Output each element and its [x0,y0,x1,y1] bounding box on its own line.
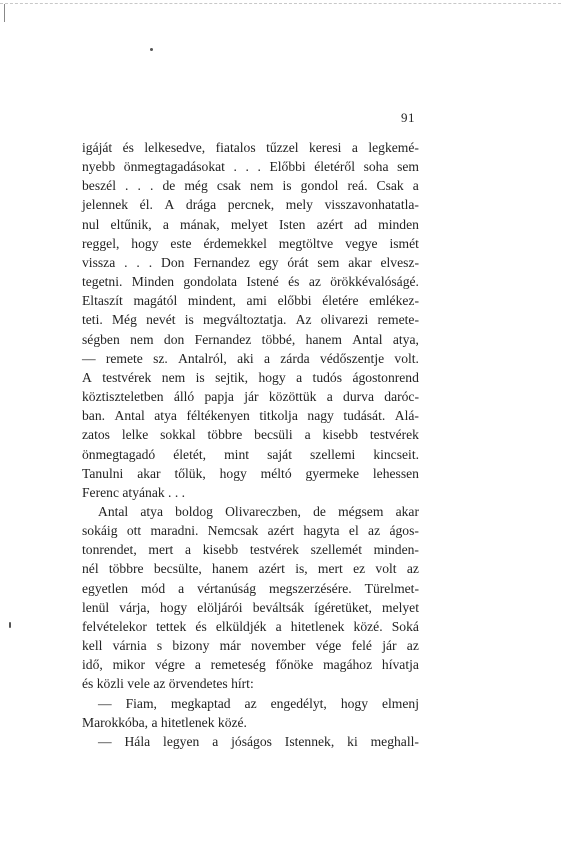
word: mely [285,197,313,213]
word: a [194,657,201,673]
word: tettek [156,618,187,634]
word: zárda [280,350,310,366]
word: teti. [82,312,103,328]
word: Soká [391,618,419,634]
word: vértanúság [197,580,257,596]
word: szellemi [310,446,356,462]
word: Előbbi [269,159,306,175]
word: a [351,140,358,155]
word: titkolja [259,408,298,424]
word: . [257,159,261,175]
text-line [82,195,419,214]
word: november [251,638,306,654]
word: jelennek [82,197,129,213]
word: melyet [230,216,268,232]
word: a [296,369,303,385]
word: magától [133,293,178,309]
word: hogy [159,599,188,615]
word: megkaptad [170,695,231,711]
word: ami [246,293,267,309]
word: akar [395,503,419,519]
word: féltékenyen [186,408,250,424]
word: egyetlen [82,580,129,596]
word: meghall- [370,733,419,749]
word: lenül [82,599,110,615]
word: mert [317,561,343,577]
word: tegetni. [82,274,123,290]
text-line [82,406,419,425]
text-line [82,253,419,272]
word: beváltsák [252,599,305,615]
word: lehessen [372,465,419,481]
word: közé. [353,618,383,634]
text-line [82,234,419,253]
word: előbbi [277,293,312,309]
word: várnia [112,638,147,654]
word: . [149,178,154,194]
word: remete- [377,312,419,328]
word: kisebb [202,542,239,558]
text-line [82,349,419,368]
word: nyebb [82,159,116,175]
word: nagy [307,408,334,424]
word: zatos [82,427,110,443]
word: már [219,638,241,654]
text-line [82,617,419,636]
word: reá. [347,178,368,194]
text-line [82,598,419,617]
word: ágos- [389,523,419,539]
word: érdemekkel [203,235,267,251]
word: mert [148,542,174,558]
word: Minden [131,274,175,290]
word: aki [237,350,254,366]
word: főnöke [275,657,314,673]
word: . [233,159,237,175]
word: volt [375,561,397,577]
word: önmegtagadó [82,446,156,462]
word: és [288,274,300,290]
word: lelkesedve, [144,140,206,155]
word: azért [316,216,343,232]
word: megszerzésére. [269,580,352,596]
word: — [98,695,112,711]
word: boldog [175,503,213,519]
word: a [275,618,282,634]
word: mint [224,446,250,462]
text-line [82,176,419,195]
word: azért [258,561,285,577]
word: végre [154,657,186,673]
word: beszél [82,178,116,194]
word: hagyta [303,523,340,539]
word: az [244,695,257,711]
word: életéről [314,159,356,175]
word: bizony [172,638,210,654]
word: este [170,235,192,251]
word: mindent, [187,293,236,309]
word: emlékez- [369,293,419,309]
word: a [304,427,311,443]
word: gyermeke [305,465,360,481]
word: percnek, [227,197,275,213]
word: megváltoztatja. [203,312,287,328]
text-line [82,464,419,483]
word: Csak [376,178,404,194]
word: védőszentje [319,350,385,366]
word: hívatja [381,657,419,673]
word: Antal [114,408,145,424]
word: visszavonhatatla- [324,197,419,213]
word: remete [105,350,143,366]
word: tonrendet, [82,542,137,558]
text-line: Marokkóba, a hitetlenek közé. [82,714,247,730]
word: Eltaszít [82,293,123,309]
word: nem [161,369,186,385]
word: köztiszteletben [82,389,164,405]
word: Istené [246,274,279,290]
word: ismét [389,235,419,251]
word: hogy [219,465,247,481]
word: s [156,638,163,654]
word: Antal [352,331,383,347]
word: . [124,254,128,270]
word: hitetlenek [290,618,345,634]
scan-speck [9,622,11,628]
word: Fernandez [194,331,252,347]
word: még [184,178,208,194]
word: és [195,618,207,634]
word: ez [353,561,366,577]
word: minden- [373,542,419,558]
text-line [82,272,419,291]
word: szellemét [310,542,362,558]
word: hogy [258,369,286,385]
word: becsülte, [153,561,202,577]
word: sem [317,254,340,270]
word: minden [378,216,419,232]
word: és [122,140,134,155]
word: tudós [312,369,343,385]
word: remeteség [210,657,266,673]
word: idő, [82,657,103,673]
word: Fiam, [125,695,157,711]
word: eltűnik, [110,216,152,232]
word: a [326,389,333,405]
word: Hála [124,733,151,749]
text-line [82,540,419,559]
text-line [82,655,419,674]
word: atya, [392,331,419,347]
word: . [148,254,153,270]
word: is [195,369,205,385]
word: Fernandez [193,254,250,270]
word: a [185,542,192,558]
word: testvérek [249,542,299,558]
word: csak [216,178,241,194]
word: mikor [112,657,146,673]
word: az [308,274,321,290]
word: el [348,523,359,539]
word: felé [351,638,372,654]
word: sem [397,159,419,175]
word: hanem [212,561,249,577]
word: várja, [119,599,150,615]
word: órát [287,254,309,270]
word: fiatalos [215,140,256,155]
word: az [406,638,419,654]
word: Olivareczben, [225,503,301,519]
word: az [406,561,419,577]
word: is, [295,561,308,577]
word: elvesz- [380,254,419,270]
word: Nemcsak [207,523,259,539]
text-line [82,310,419,329]
word: elküldjék [215,618,267,634]
word: azért [267,523,295,539]
text-line [82,157,419,176]
word: a [263,350,270,366]
word: becsüli [254,427,293,443]
word: ségben [82,331,120,347]
word: volt. [394,350,419,366]
word: ban. [82,408,106,424]
word: ígéretüket, [314,599,372,615]
word: tudását. [343,408,386,424]
scan-speck [150,48,153,51]
word: engedélyt, [270,695,327,711]
word: lelke [121,427,149,443]
word: Don [161,254,185,270]
word: Istennek, [284,733,335,749]
word: tőlük, [174,465,206,481]
word: az [368,523,381,539]
word: megtöltve [278,235,334,251]
word: álló [173,389,195,405]
word: vissza [82,254,116,270]
word: többé, [261,331,296,347]
word: életét, [173,446,207,462]
word: testvérek [102,369,152,385]
word: nél [82,561,99,577]
word: Türelmet- [364,580,419,596]
word: drága [185,197,217,213]
word: felvételekor [82,618,147,634]
word: Még [111,312,137,328]
word: többre [207,427,243,443]
word: kincseit. [373,446,419,462]
word: jár [244,389,259,405]
text-line [82,215,419,234]
word: atya [154,408,177,424]
text-line [82,732,419,751]
word: tűzzel [266,140,299,155]
word: . [245,159,249,175]
word: a [212,733,219,749]
word: Tanulni [82,465,124,481]
word: Isten [279,216,306,232]
word: A [164,197,175,213]
word: — [98,733,112,749]
text-line [82,425,419,444]
word: elöljárói [197,599,243,615]
word: hogy [340,695,369,711]
word: nem [250,178,274,194]
word: ott [126,523,142,539]
word: ágostonrend [352,369,419,385]
text-line [82,636,419,655]
word: is [184,312,194,328]
word: kisebb [322,427,358,443]
text-line [82,138,419,157]
word: . [137,178,141,194]
word: ad [354,216,367,232]
word: testvérek [369,427,419,443]
word: de [162,178,176,194]
word: sejtik, [215,369,248,385]
word: . [136,254,140,270]
word: sz. [153,350,168,366]
word: nem [130,331,154,347]
word: él. [139,197,153,213]
word: olivarezi [320,312,369,328]
word: mának, [180,216,220,232]
word: igáját [82,140,113,155]
word: egy [258,254,279,270]
word: . [125,178,129,194]
word: durva [343,389,374,405]
word: hanem [305,331,342,347]
scan-edge-left [4,4,5,22]
word: keresi [308,140,342,155]
word: ki [347,733,358,749]
word: közöttük [268,389,317,405]
word: gondol [300,178,339,194]
word: legkemé- [368,140,419,155]
word: nevét [146,312,176,328]
word: melyet [382,599,419,615]
text-line [82,694,419,713]
word: méltó [260,465,292,481]
word: atya [140,503,164,519]
word: magához [323,657,373,673]
word: örökkévalóságé. [330,274,419,290]
word: jóságos [231,733,272,749]
word: de [313,503,326,519]
word: daróc- [384,389,419,405]
word: Az [295,312,312,328]
word: jár [382,638,397,654]
word: Antalról, [178,350,227,366]
word: legyen [163,733,200,749]
word: gondolata [183,274,237,290]
word: önmegtagadásokat [123,159,225,175]
text-line: Ferenc atyának . . . [82,484,186,500]
word: soha [363,159,389,175]
word: Alá- [394,408,419,424]
word: a [412,178,419,194]
text-line [82,387,419,406]
text-line [82,502,419,521]
word: mód [141,580,166,596]
text-line [82,330,419,349]
word: kell [82,638,103,654]
body-text [82,138,419,751]
word: sokkal [160,427,196,443]
word: — [82,350,96,366]
text-line: és közli vele az örvendetes hírt: [82,676,254,692]
word: mégsem [338,503,384,519]
word: papja [204,389,234,405]
text-line [82,521,419,540]
word: hogy [131,235,159,251]
word: nul [82,216,100,232]
word: elmenj [382,695,419,711]
scan-edge-top [0,3,561,4]
word: maradni. [150,523,199,539]
word: sokáig [82,523,118,539]
word: don [163,331,185,347]
word: többre [108,561,144,577]
text-line [82,559,419,578]
page-number: 91 [401,110,415,125]
word: a [162,216,169,232]
word: a [178,580,185,596]
word: is [282,178,292,194]
text-line [82,579,419,598]
word: A [82,369,92,385]
word: életére [322,293,359,309]
word: saját [267,446,292,462]
word: reggel, [82,235,120,251]
word: vége [315,638,342,654]
word: Antal [98,503,129,519]
word: vegye [345,235,378,251]
text-line [82,291,419,310]
word: akar [137,465,161,481]
text-line [82,445,419,464]
text-line [82,368,419,387]
word: akar [348,254,372,270]
